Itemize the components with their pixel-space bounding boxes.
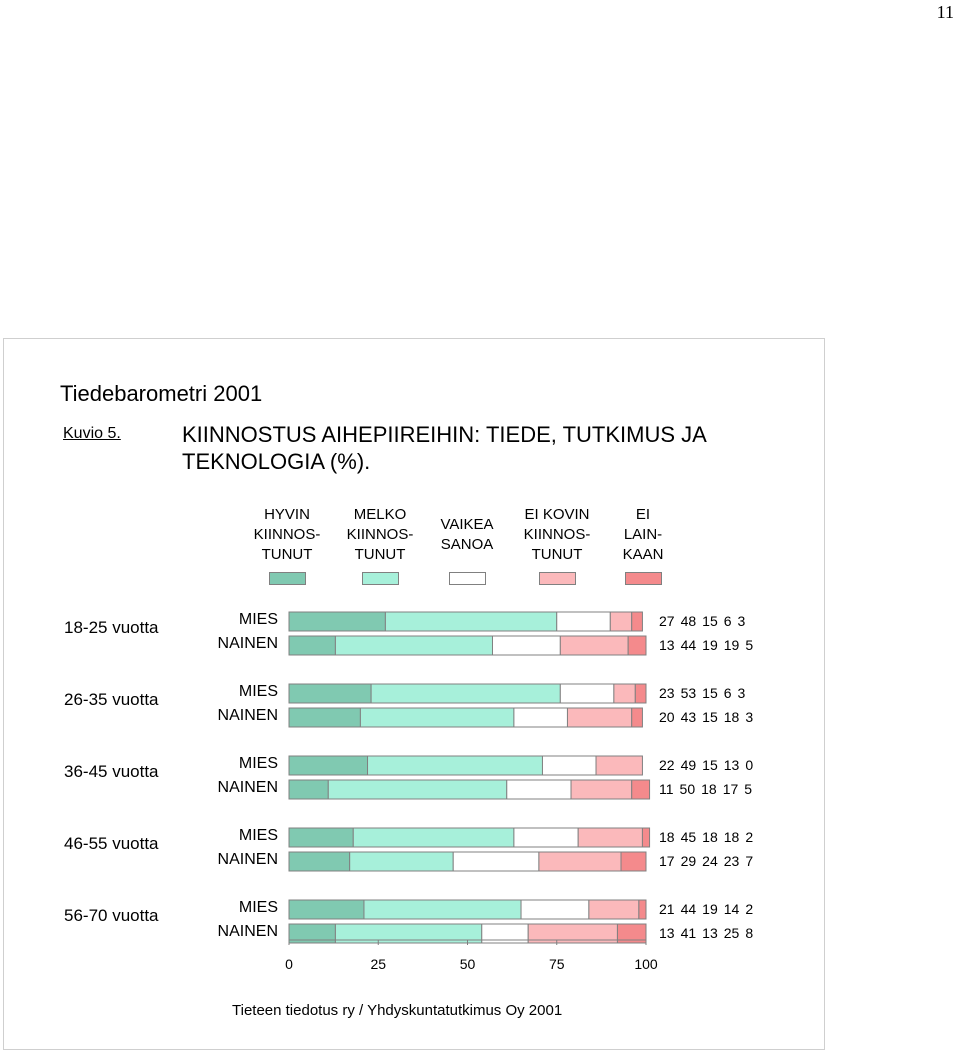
value-label: 13 (659, 637, 675, 653)
x-tick-label: 50 (459, 956, 476, 972)
value-label: 48 (680, 613, 697, 629)
bar-segment-eikovin (614, 684, 635, 703)
value-label: 3 (737, 613, 746, 629)
sex-label-mies: MIES (238, 683, 278, 700)
value-label: 6 (723, 613, 732, 629)
value-label: 19 (702, 901, 718, 917)
bar-segment-vaikea (514, 828, 578, 847)
x-tick-label: 0 (285, 956, 293, 972)
value-label: 41 (680, 925, 697, 941)
bar-segment-hyvin (289, 636, 335, 655)
chart-title: KIINNOSTUS AIHEPIIREIHIN: TIEDE, TUTKIMUS JA TEKNOLOGIA (%). (182, 422, 706, 474)
value-label: 18 (659, 829, 675, 845)
bar-segment-eilainkaan (632, 708, 643, 727)
value-label: 13 (659, 925, 675, 941)
value-label: 18 (701, 781, 717, 797)
bar-segment-hyvin (289, 780, 328, 799)
value-label: 5 (745, 637, 754, 653)
bar-segment-melko (335, 636, 492, 655)
bar-segment-hyvin (289, 828, 353, 847)
legend-label-hyvin: HYVIN KIINNOS- TUNUT (253, 506, 321, 563)
bar-segment-hyvin (289, 612, 385, 631)
bar-segment-hyvin (289, 852, 350, 871)
value-label: 11 (659, 781, 674, 797)
value-label: 13 (723, 757, 740, 773)
bar-segment-eikovin (610, 612, 631, 631)
sex-label-nainen: NAINEN (217, 635, 278, 652)
value-label: 23 (723, 853, 740, 869)
bar-segment-melko (328, 780, 507, 799)
value-label: 43 (680, 709, 697, 725)
source-note: Tieteen tiedotus ry / Yhdyskuntatutkimus Oy 2001 (232, 1002, 563, 1019)
value-label: 0 (745, 757, 754, 773)
bar-segment-vaikea (521, 900, 589, 919)
bar-segment-eilainkaan (632, 780, 650, 799)
value-label: 21 (659, 901, 675, 917)
bar-segment-eilainkaan (642, 828, 649, 847)
sex-label-nainen: NAINEN (217, 779, 278, 796)
bar-segment-eikovin (539, 852, 621, 871)
report-title: Tiedebarometri 2001 (60, 381, 263, 406)
value-label: 6 (723, 685, 732, 701)
value-label: 18 (702, 829, 718, 845)
value-label: 19 (723, 637, 740, 653)
sex-label-nainen: NAINEN (217, 707, 278, 724)
bar-segment-eilainkaan (621, 852, 646, 871)
bar-segment-eikovin (571, 780, 632, 799)
bar-segment-vaikea (514, 708, 568, 727)
value-label: 2 (745, 829, 754, 845)
bar-segment-vaikea (453, 852, 539, 871)
bar-segment-eikovin (560, 636, 628, 655)
bar-segment-melko (385, 612, 556, 631)
age-group-label: 56-70 vuotta (64, 906, 159, 925)
value-label: 17 (659, 853, 675, 869)
figure-label: Kuvio 5. (63, 425, 121, 442)
bar-segment-vaikea (560, 684, 614, 703)
page-number: 11 (936, 2, 954, 22)
value-label: 2 (745, 901, 754, 917)
bar-segment-vaikea (557, 612, 611, 631)
value-label: 19 (702, 637, 718, 653)
value-label: 3 (745, 709, 754, 725)
bar-segment-hyvin (289, 900, 364, 919)
value-label: 15 (702, 613, 718, 629)
value-label: 5 (744, 781, 753, 797)
value-label: 7 (745, 853, 754, 869)
bar-segment-eilainkaan (635, 684, 646, 703)
bar-segment-eilainkaan (632, 612, 643, 631)
bar-segment-eilainkaan (639, 900, 646, 919)
bar-segment-eikovin (578, 828, 642, 847)
value-label: 27 (659, 613, 675, 629)
bar-segment-eilainkaan (628, 636, 646, 655)
value-label: 8 (745, 925, 754, 941)
x-tick-label: 25 (370, 956, 387, 972)
age-group-label: 26-35 vuotta (64, 690, 159, 709)
value-label: 15 (702, 685, 718, 701)
bar-segment-hyvin (289, 708, 360, 727)
bar-segment-vaikea (507, 780, 571, 799)
sex-label-mies: MIES (238, 755, 278, 772)
value-label: 17 (722, 781, 739, 797)
value-label: 15 (702, 709, 718, 725)
bar-segment-melko (371, 684, 560, 703)
bar-segment-melko (364, 900, 521, 919)
x-tick-label: 100 (634, 956, 658, 972)
age-group-label: 18-25 vuotta (64, 618, 159, 637)
sex-label-mies: MIES (238, 899, 278, 916)
value-label: 29 (680, 853, 697, 869)
bar-segment-melko (350, 852, 454, 871)
value-label: 18 (723, 709, 740, 725)
value-label: 3 (737, 685, 746, 701)
bar-segment-eikovin (589, 900, 639, 919)
bar-segment-hyvin (289, 684, 371, 703)
value-label: 18 (723, 829, 740, 845)
value-label: 20 (659, 709, 675, 725)
bar-segment-melko (360, 708, 514, 727)
value-label: 23 (659, 685, 675, 701)
value-label: 44 (680, 901, 697, 917)
age-group-label: 36-45 vuotta (64, 762, 159, 781)
bar-segment-vaikea (542, 756, 596, 775)
bar-segment-hyvin (289, 756, 368, 775)
sex-label-nainen: NAINEN (217, 923, 278, 940)
bar-segment-melko (353, 828, 514, 847)
legend-label-eikovin: EI KOVIN KIINNOS- TUNUT (523, 506, 591, 563)
bar-segment-melko (368, 756, 543, 775)
value-label: 50 (679, 781, 696, 797)
value-label: 14 (723, 901, 740, 917)
age-group-label: 46-55 vuotta (64, 834, 159, 853)
value-label: 53 (680, 685, 697, 701)
legend-label-melko: MELKO KIINNOS- TUNUT (346, 506, 414, 563)
bar-segment-eikovin (567, 708, 631, 727)
bar-segment-eikovin (596, 756, 642, 775)
sex-label-mies: MIES (238, 827, 278, 844)
value-label: 15 (702, 757, 718, 773)
sex-label-mies: MIES (238, 611, 278, 628)
value-label: 44 (680, 637, 697, 653)
value-label: 49 (680, 757, 697, 773)
sex-label-nainen: NAINEN (217, 851, 278, 868)
legend-label-eilainkaan: EI LAIN- KAAN (622, 506, 664, 563)
value-label: 45 (680, 829, 697, 845)
x-tick-label: 75 (548, 956, 565, 972)
value-label: 22 (659, 757, 675, 773)
legend-label-vaikea: VAIKEA SANOA (440, 516, 494, 553)
bar-segment-vaikea (492, 636, 560, 655)
value-label: 24 (702, 853, 718, 869)
value-label: 25 (723, 925, 740, 941)
value-label: 13 (702, 925, 718, 941)
